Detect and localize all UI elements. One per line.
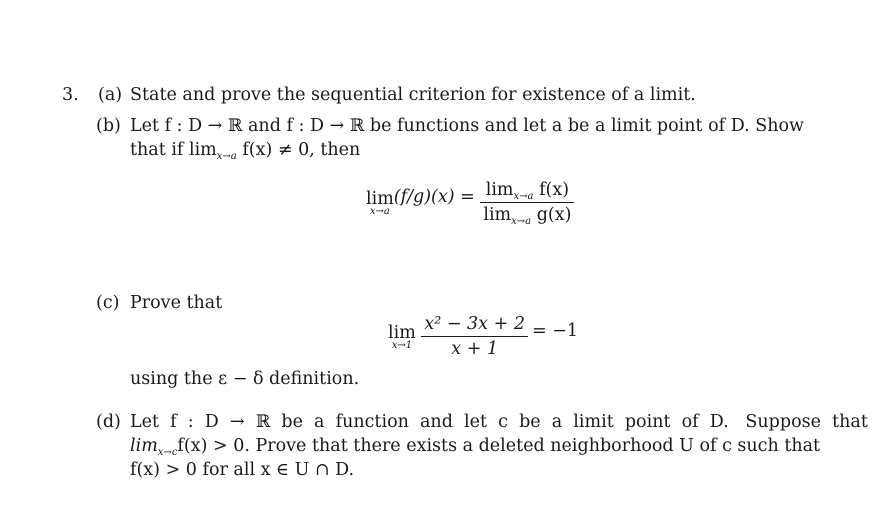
part-c-label: (c) bbox=[96, 293, 120, 313]
part-b-line2-lim: that if lim bbox=[130, 140, 217, 160]
part-b-eq-fraction bbox=[480, 180, 574, 225]
part-c-eq-lim-text: lim bbox=[388, 322, 416, 343]
part-d-line1: Let f : D → ℝ be a function and let c be a limit point of D. Suppose that bbox=[130, 412, 868, 432]
question-number: 3. bbox=[62, 85, 79, 105]
part-d-line3: f(x) > 0 for all x ∈ U ∩ D. bbox=[130, 460, 355, 480]
part-c-eq-numerator: x² − 3x + 2 bbox=[424, 314, 525, 334]
part-c-eq-rhs: = −1 bbox=[531, 320, 579, 341]
part-b-eq-lim-text: lim bbox=[366, 188, 394, 209]
part-c-eq-denominator: x + 1 bbox=[451, 339, 499, 359]
part-c-eq-fraction bbox=[421, 314, 528, 359]
part-b-equation bbox=[366, 180, 574, 225]
part-d-line2-lim: lim bbox=[130, 436, 158, 456]
part-b-line2-sub: x→a bbox=[216, 151, 237, 162]
part-d-label: (d) bbox=[96, 412, 121, 432]
part-b-line2-rest: f(x) ≠ 0, then bbox=[236, 140, 361, 160]
part-d-line2-sub: x→c bbox=[157, 447, 178, 458]
part-b-eq-lim-under: x→a bbox=[369, 205, 390, 217]
part-b-eq-numerator: $\lim_{x\to a} f(x)$ bbox=[485, 180, 570, 202]
part-c-text: Prove that bbox=[130, 293, 223, 313]
part-b-line1: Let f : D → ℝ and f : D → ℝ be functions and let a be a limit point of D. Show bbox=[130, 116, 805, 136]
part-c-equation bbox=[388, 314, 578, 359]
part-c-eq-lim-under: x→1 bbox=[391, 339, 413, 351]
part-b-label: (b) bbox=[96, 116, 121, 136]
part-a-text: State and prove the sequential criterion for existence of a limit. bbox=[130, 85, 696, 105]
part-d-line2 bbox=[130, 436, 820, 456]
part-b-eq-fraction-bar bbox=[480, 202, 574, 203]
part-b-eq-lhs: (f/g)(x) = bbox=[393, 186, 475, 207]
part-c-eq-limit bbox=[388, 323, 416, 351]
part-b-line2 bbox=[130, 140, 360, 160]
part-b-eq-denominator: $\lim_{x\to a} g(x)$ bbox=[483, 205, 572, 227]
part-d-line2-rest: f(x) > 0. Prove that there exists a deleted neighborhood U of c such that bbox=[177, 436, 821, 456]
part-a-label: (a) bbox=[98, 85, 123, 105]
part-c-after: using the ε − δ definition. bbox=[130, 369, 360, 389]
part-c-eq-fraction-bar bbox=[421, 336, 528, 337]
part-b-eq-limit bbox=[366, 189, 394, 217]
